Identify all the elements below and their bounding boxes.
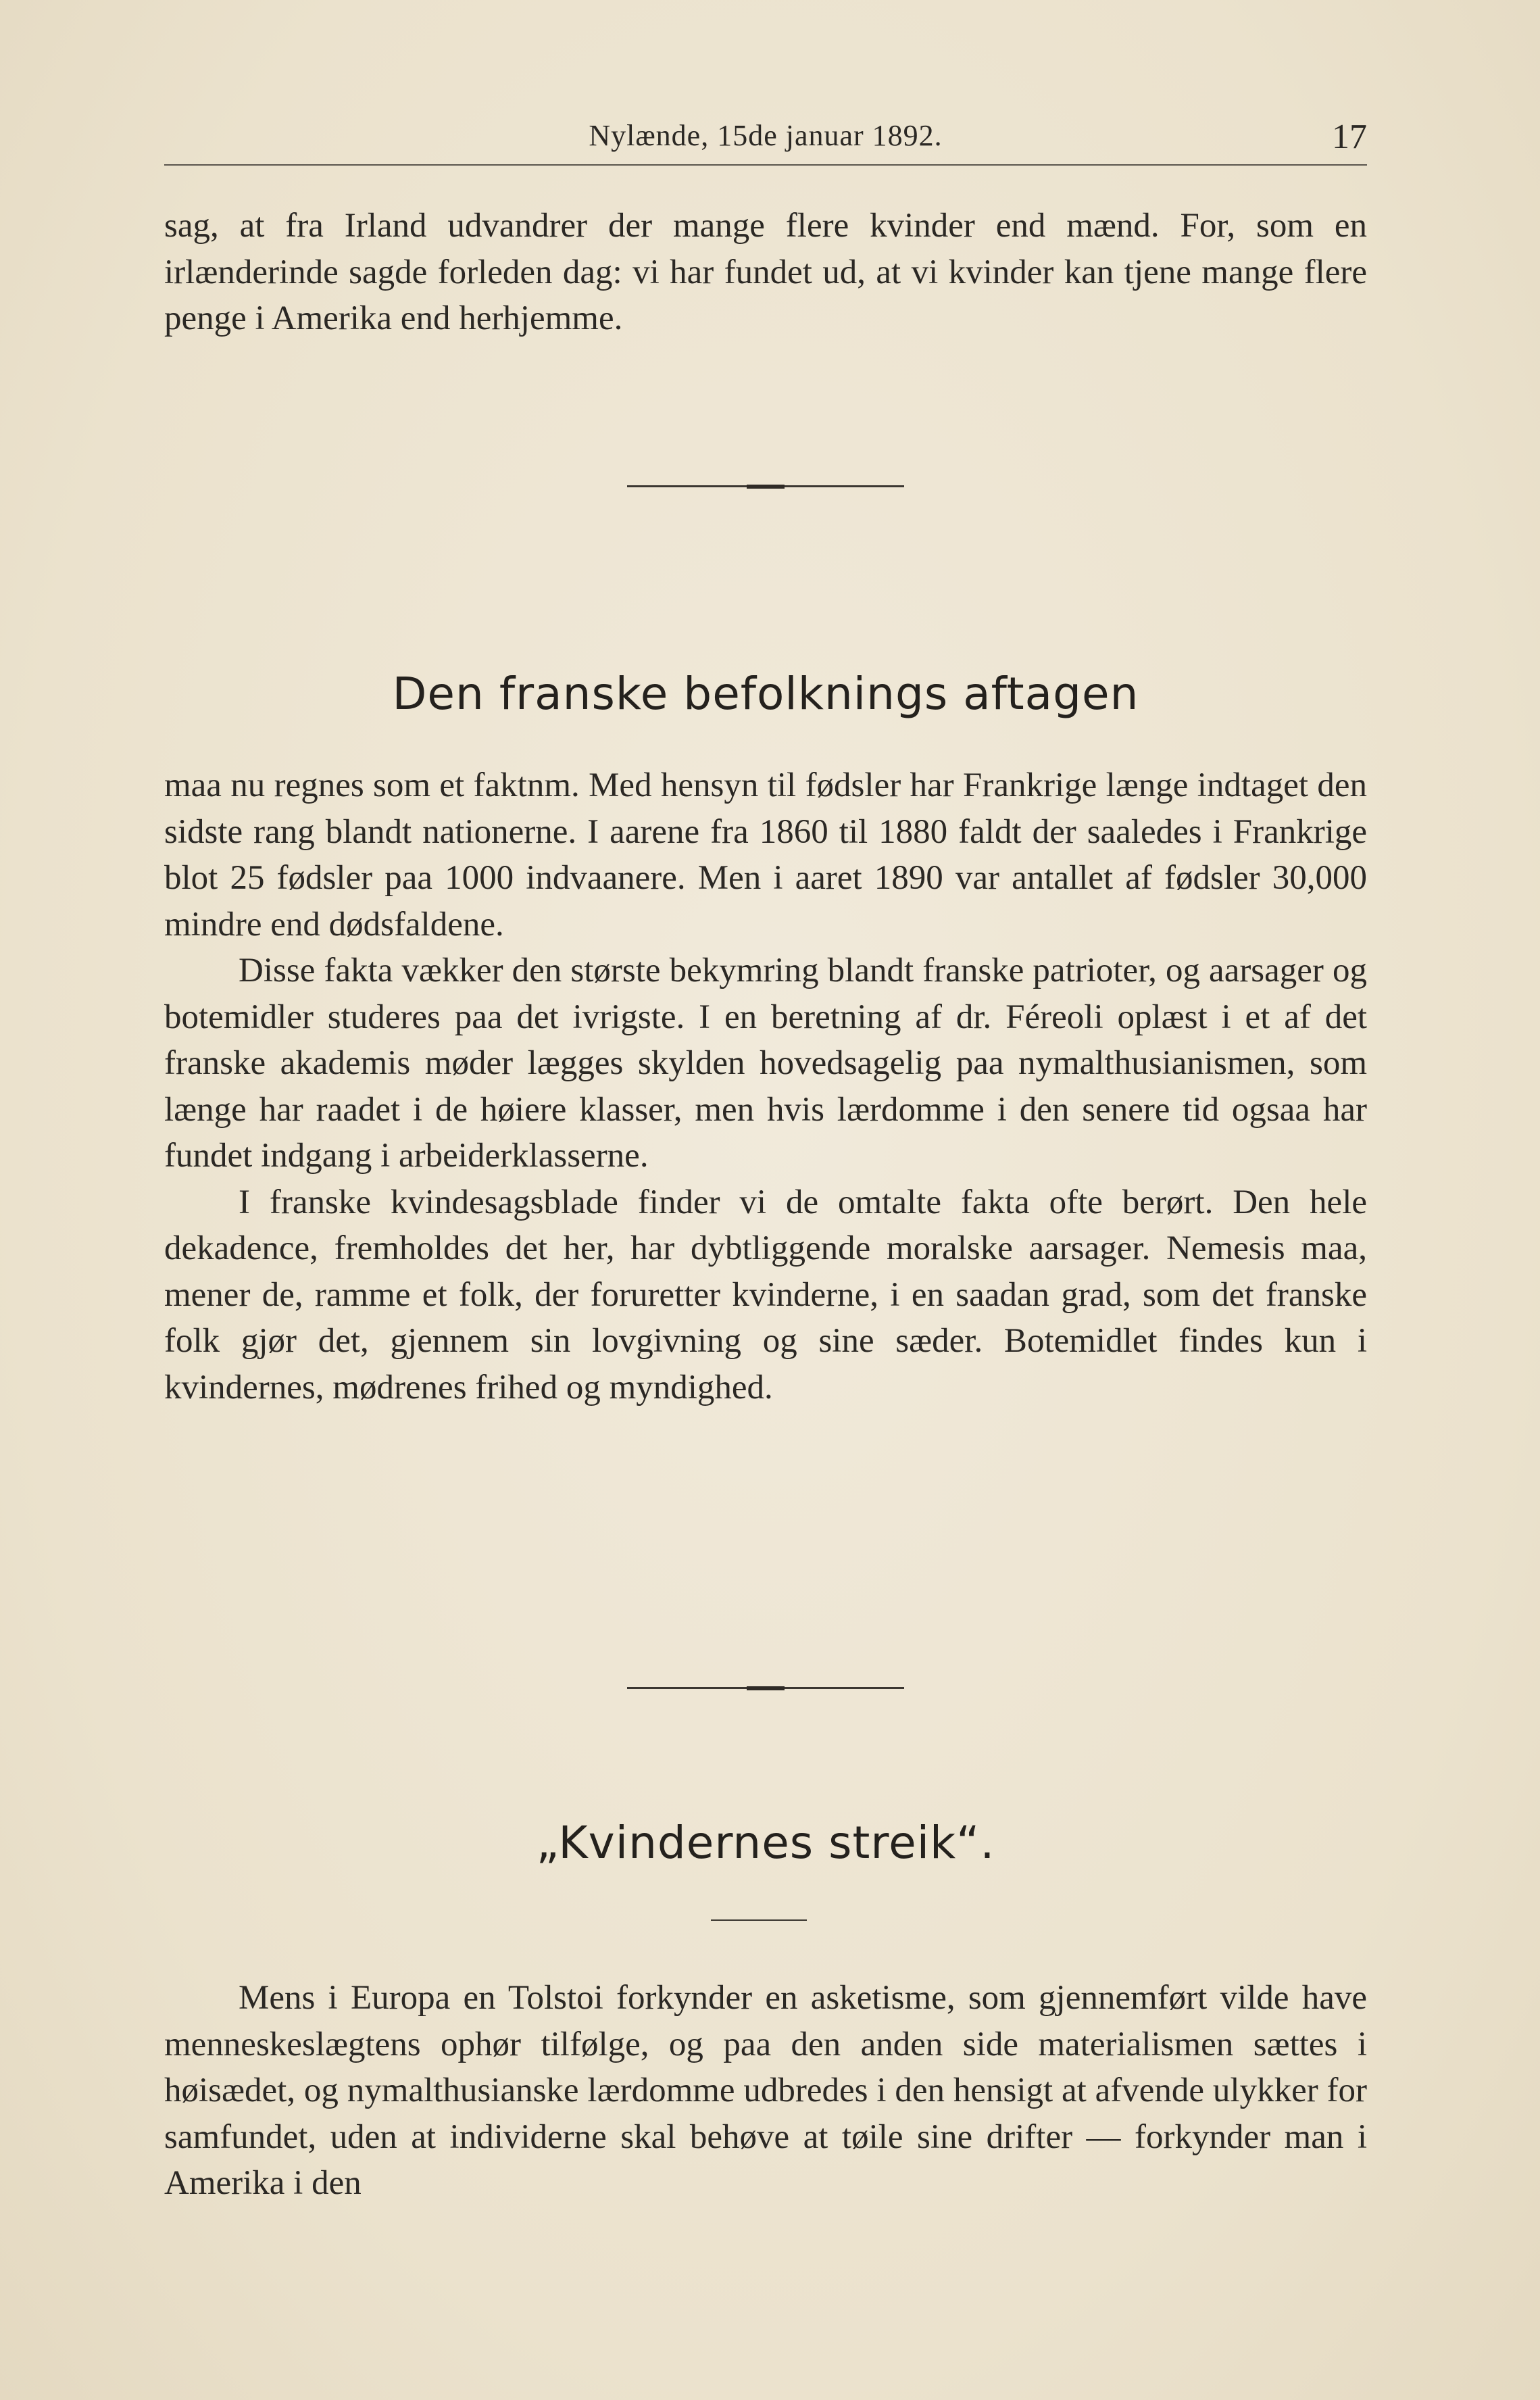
paragraph: sag, at fra Irland udvandrer der mange flere kvinder end mænd. For, som en irlænderinde sagde forleden dag: vi har fundet ud, at vi kvinder kan tjene mange flere penge i Amerika end herhjemme. xyxy=(164,207,1367,337)
section-divider xyxy=(627,1687,904,1689)
paragraph: maa nu regnes som et faktnm. Med hensyn til fødsler har Frankrige længe indtaget den sidste rang blandt nationerne. I aarene fra 1860 til 1880 faldt der saaledes i Frankrige blot 25 fødsler paa 1000 indvaanere. Men i aaret 1890 var antallet af fødsler 30,000 mindre end dødsfaldene. xyxy=(164,766,1367,944)
paragraph: I franske kvindesagsblade finder vi de omtalte fakta ofte berørt. Den hele dekadence, fremholdes det her, har dybtliggende moralske aarsager. Nemesis maa, mener de, ramme et folk, der foruretter kvinderne, i en saadan grad, som det franske folk gjør det, gjennem sin lovgivning og sine sæder. Botemidlet findes kun i kvindernes, mødrenes frihed og myndighed. xyxy=(164,1183,1367,1406)
header-rule xyxy=(164,164,1367,166)
paragraph: Disse fakta vækker den største bekymring blandt franske patrioter, og aarsager og botemidler studeres paa det ivrigste. I en beretning af dr. Féreoli oplæst i et af det franske akademis møder lægges skylden hovedsagelig paa nymalthusianismen, som længe har raadet i de høiere klasser, men hvis lærdomme i den senere tid ogsaa har fundet indgang i arbeiderklasserne. xyxy=(164,952,1367,1175)
running-title: Nylænde, 15de januar 1892. xyxy=(589,119,943,152)
heading-rule xyxy=(711,1919,807,1921)
page-number: 17 xyxy=(1332,118,1367,156)
continued-paragraph xyxy=(164,203,1367,342)
article-heading: „Kvindernes streik“. xyxy=(536,1817,995,1869)
section-divider xyxy=(627,485,904,487)
page-header xyxy=(164,112,1367,159)
article-body xyxy=(164,762,1367,1411)
divider-ornament xyxy=(747,1686,785,1690)
paragraph: Mens i Europa en Tolstoi forkynder en asketisme, som gjennemført vilde have menneskeslægtens ophør tilfølge, og paa den anden side materialismen sættes i høisædet, og nymalthusianske lærdomme udbredes i den hensigt at afvende ulykker for samfundet, uden at individerne skal behøve at tøile sine drifter — forkynder man i Amerika i den xyxy=(164,1979,1367,2202)
article-heading: Den franske befolknings aftagen xyxy=(392,668,1139,720)
article-body xyxy=(164,1975,1367,2207)
divider-ornament xyxy=(747,485,785,489)
